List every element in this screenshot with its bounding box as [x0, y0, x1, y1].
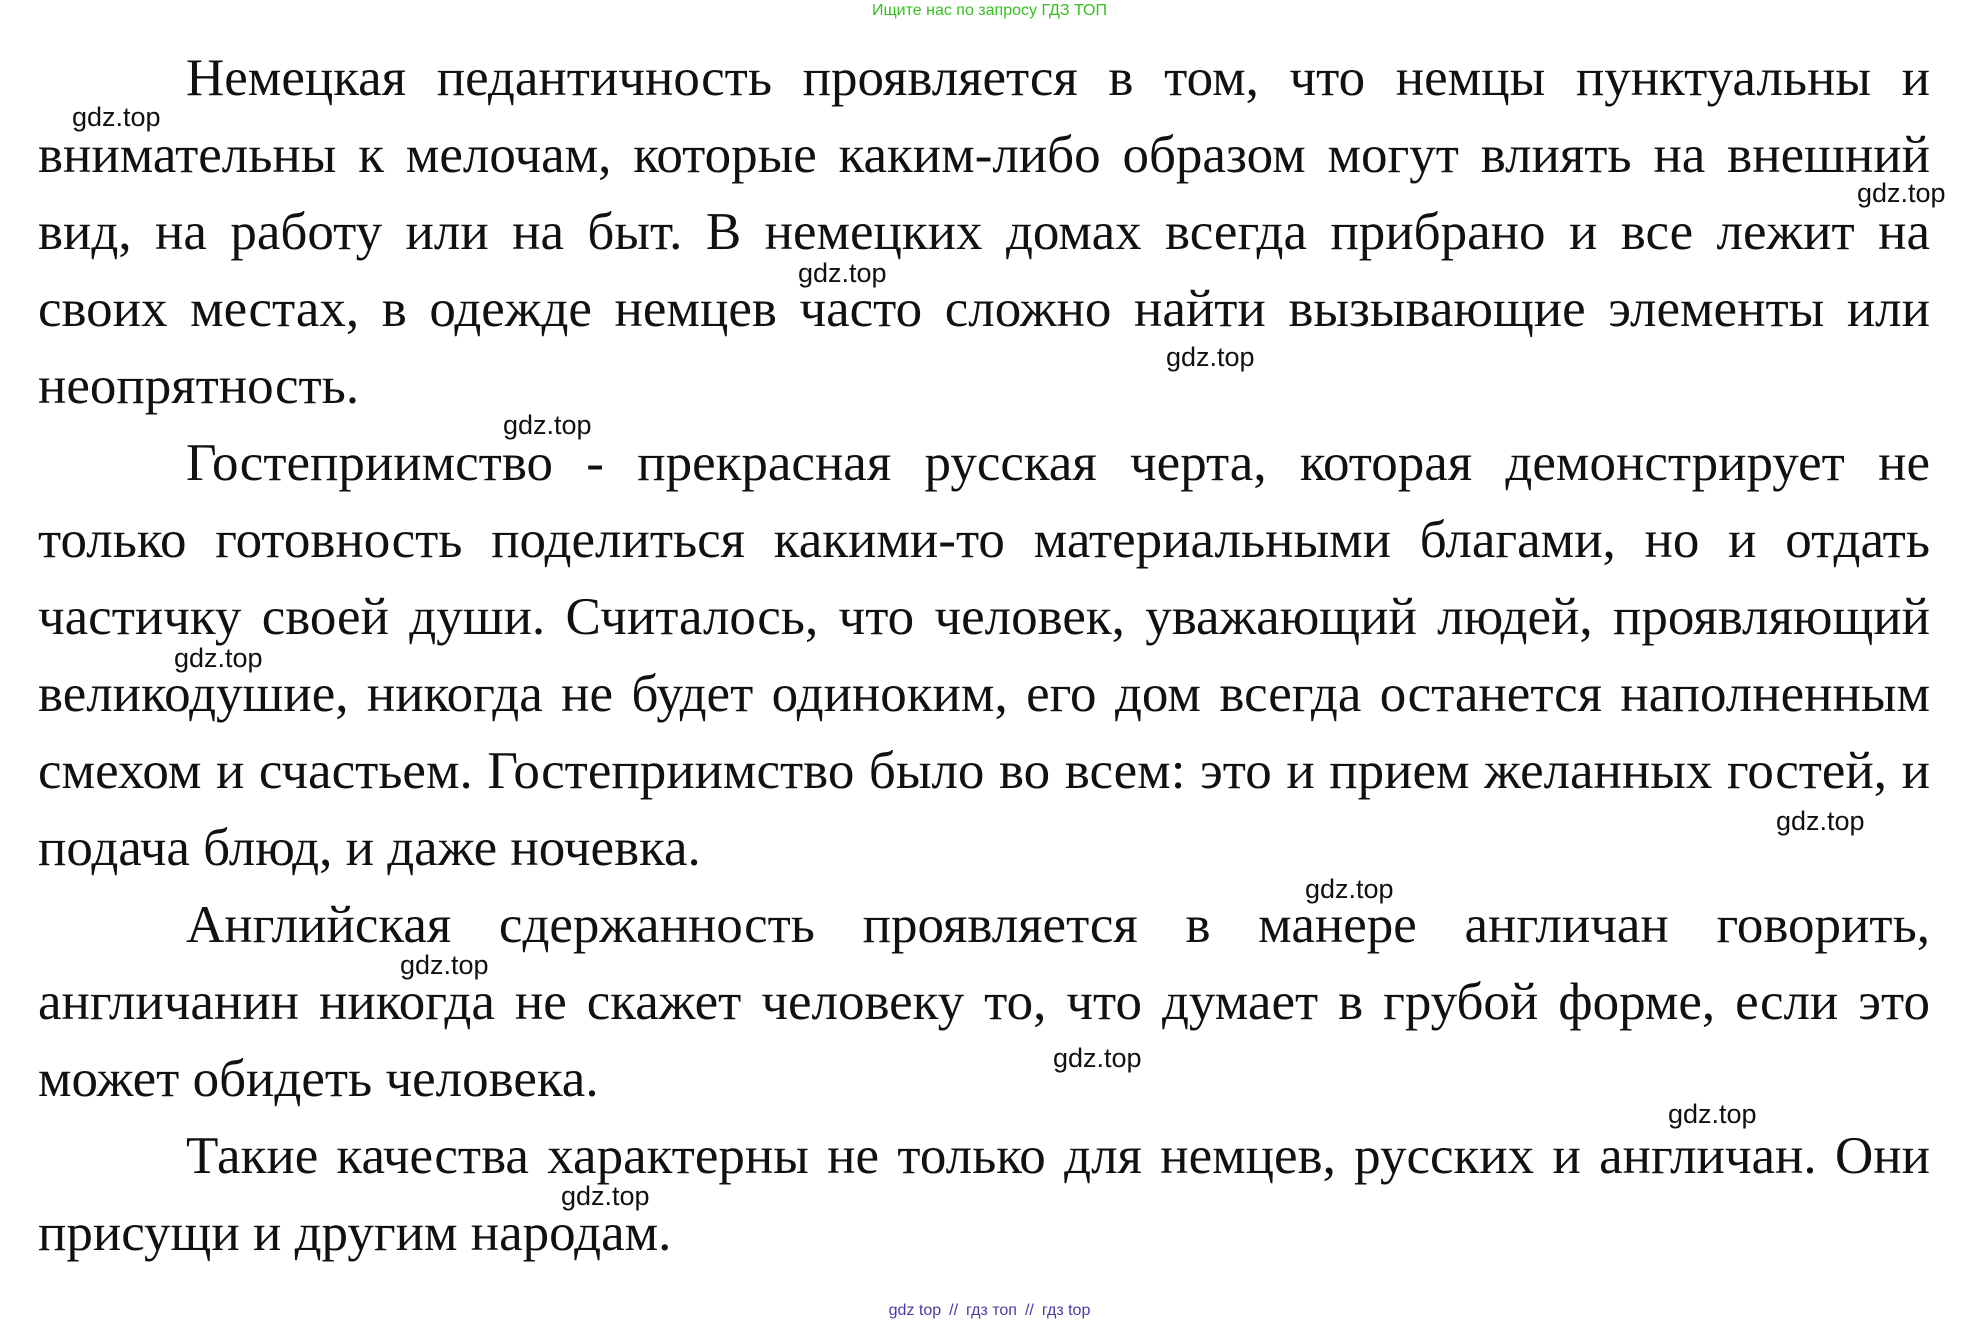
- watermark: gdz.top: [72, 102, 161, 132]
- watermark: gdz.top: [1857, 178, 1946, 208]
- footer-note: [0, 1302, 1979, 1320]
- footer-separator: //: [1024, 1302, 1034, 1319]
- paragraph-russian-hospitality: Гостеприимство - прекрасная русская черта, которая демонстрирует не только готовность поделиться какими-то материальными благами, но и отдать частичку своей души. Считалось, что человек, уважающий людей, проявляющий великодушие, никогда не будет одиноким, его дом всегда останется наполненным смехом и счастьем. Гостеприимство было во всем: это и прием желанных гостей, и подача блюд, и даже ночевка.: [38, 434, 1930, 877]
- watermark: gdz.top: [400, 950, 489, 980]
- footer-part-1: gdz top: [888, 1302, 942, 1319]
- watermark: gdz.top: [174, 643, 263, 673]
- footer-part-2: гдз топ: [966, 1302, 1017, 1319]
- footer-part-3: гдз top: [1041, 1302, 1091, 1319]
- watermark: gdz.top: [503, 410, 592, 440]
- paragraph-german-pedantry: Немецкая педантичность проявляется в том, что немцы пунктуальны и внимательны к мелочам, которые каким-либо образом могут влиять на внешний вид, на работу или на быт. В немецких домах всегда прибрано и все лежит на своих местах, в одежде немцев часто сложно найти вызывающие элементы или неопрятность.: [38, 49, 1930, 415]
- watermark: gdz.top: [1776, 806, 1865, 836]
- watermark: gdz.top: [561, 1181, 650, 1211]
- footer-separator: //: [949, 1302, 959, 1319]
- watermark: gdz.top: [1053, 1043, 1142, 1073]
- header-note: Ищите нас по запросу ГДЗ ТОП: [872, 2, 1107, 19]
- watermark: gdz.top: [798, 258, 887, 288]
- watermark: gdz.top: [1305, 874, 1394, 904]
- document-text: [38, 40, 1930, 1272]
- paragraph-english-restraint: Английская сдержанность проявляется в манере англичан говорить, англичанин никогда не скажет человеку то, что думает в грубой форме, если это может обидеть человека.: [38, 896, 1930, 1108]
- watermark: gdz.top: [1166, 342, 1255, 372]
- watermark: gdz.top: [1668, 1099, 1757, 1129]
- paragraph-conclusion: Такие качества характерны не только для немцев, русских и англичан. Они присущи и другим народам.: [38, 1127, 1930, 1262]
